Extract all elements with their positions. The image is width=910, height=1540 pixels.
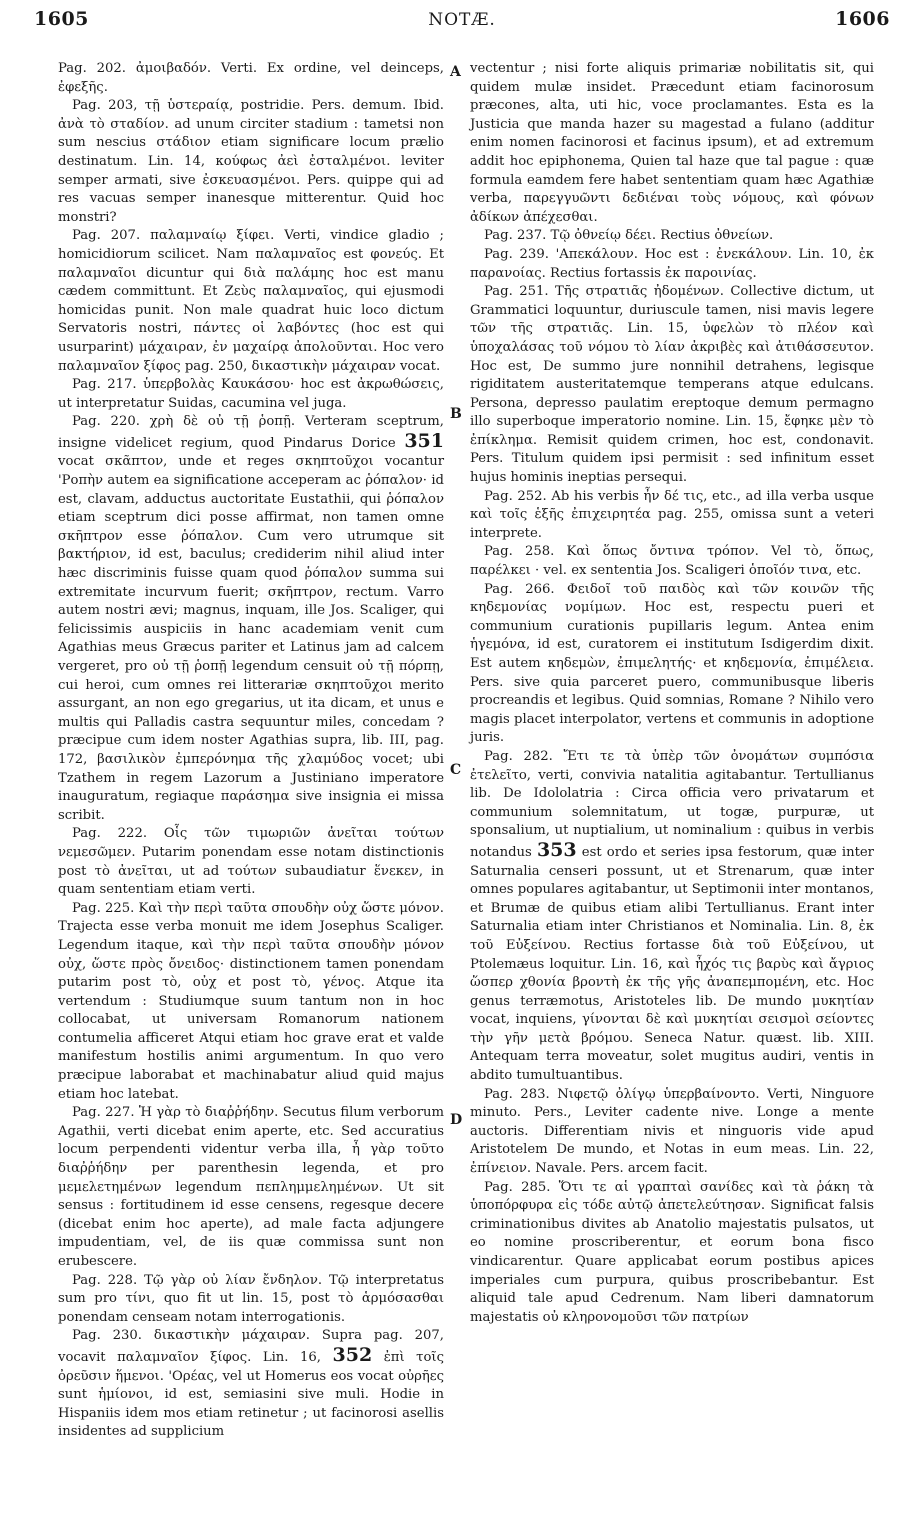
section-marker-b: B — [450, 406, 462, 422]
note-pag-220-text: Pag. 220. χρὴ δὲ οὐ τῇ ῥοπῇ. Verteram sceptrum, insigne videlicet regium, quod Pindarus Dorice — [58, 414, 444, 451]
note-pag-282-continued: est ordo et series ipsa festorum, quæ inter Saturnalia censeri possunt, ut et Strenarum, quæ inter omnes populares agitabantur, ut Septimonii inter montanos, et Brumæ de quibus etiam alibi Tertullianus. Erant inter Saturnalia etiam inter Christianos et Nominalia. Lin. 8, ἐκ τοῦ Εὐξείνου. Rectius fortasse διὰ τοῦ Εὐξείνου, ut Ptolemæus loquitur. Lin. 16, καὶ ἦχός τις βαρὺς καὶ ἄγριος ὥσπερ χθονία βροντὴ ἐκ τῆς γῆς ἀναπεμπομένη, etc. Hoc genus terræmotus, Aristoteles lib. De mundo μυκητίαν vocat, inquiens, γίνονται δὲ καὶ μυκητίαι σεισμοὶ σείοντες τὴν γῆν μετὰ βρόμου. Seneca Natur. quæst. lib. XIII. Antequam terra moveatur, solet mugitus audiri, ventis in abdito tumultuantibus. — [470, 844, 874, 1084]
note-pag-258: Pag. 258. Καὶ ὅπως ὄντινα τρόπον. Vel τὸ, ὅπως, παρέλκει · vel. ex sententia Jos. Scaligeri ὁποῖόν τινα, etc. — [470, 544, 874, 579]
page-header — [34, 8, 890, 44]
section-marker-c: C — [450, 762, 462, 778]
note-pag-230 — [58, 1327, 444, 1442]
note-pag-251: Pag. 251. Τῆς στρατιᾶς ἠδομένων. Collective dictum, ut Grammatici loquuntur, duriuscule tamen, nisi mavis legere τῶν τῆς στρατιᾶς. Lin. 15, ὑφελὼν τὸ πλέον καὶ ὑποχαλάσας τοῦ νόμου τὸ λίαν ἀκριβὲς καὶ ἀτιθάσσευτον. Hoc est, De summo jure nonnihil detrahens, legisque rigiditatem austeritatemque temperans atque edulcans. Persona, depresso paulatim ereptoque demum permagno illo superboque imperatorio nomine. Lin. 15, ἔφηκε μὲν τὸ ἐπίκλημα. Remisit quidem crimen, hoc est, condonavit. Pers. Titulum quidem ipsi permisit : sed infinitum esset hujus hominis ineptias persequi. — [470, 284, 874, 486]
side-number-352: 352 — [332, 1343, 373, 1366]
note-pag-282 — [470, 748, 874, 1086]
running-title: NOTÆ. — [428, 10, 496, 30]
page-number-right: 1606 — [835, 8, 890, 30]
note-pag-227: Pag. 227. Ἡ γὰρ τὸ διαῤῥήδην. Secutus filum verborum Agathii, verti dicebat enim aperte, etc. Sed accuratius locum perpendenti videntur verba illa, ἦ γὰρ τοῦτο διαῤῥήδην per parenthesin legenda, et pro μεμελετημένων legendum πεπλημμελημένων. Ut sit sensus : fortitudinem id esse censens, regesque decere (dicebat enim hoc aperte), ad male facta adjungere impudentiam, vel, de iis quæ commissa sunt non erubescere. — [58, 1105, 444, 1269]
note-pag-222: Pag. 222. Οἷς τῶν τιμωριῶν ἀνεῖται τούτων νεμεσῶμεν. Putarim ponendam esse notam distinctionis post τὸ ἀνεῖται, ut ad τούτων subaudiatur ἕνεκεν, in quam sententiam etiam verti. — [58, 826, 444, 898]
right-column — [470, 60, 874, 1327]
left-column — [58, 60, 444, 1442]
note-pag-225: Pag. 225. Καὶ τὴν περὶ ταῦτα σπουδὴν οὐχ ὥστε μόνον. Trajecta esse verba monuit me idem Josephus Scaliger. Legendum itaque, καὶ τὴν περὶ ταῦτα σπουδὴν μόνον οὐχ, ὥστε πρὸς ὄνειδος· distinctionem tamen ponendam putarim post τὸ, οὐχ et post τὸ, γένος. Atque ita vertendum : Studiumque suum tantum non in hoc collocabat, ut universam Romanorum nationem contumelia afficeret Atqui etiam hoc grave erat et valde manifestum hostilis animi argumentum. In quo vero præcipue laborabat et machinabatur aliud quid majus etiam hoc latebat. — [58, 900, 444, 1102]
note-pag-266: Pag. 266. Φειδοῖ τοῦ παιδὸς καὶ τῶν κοινῶν τῆς κηδεμονίας νομίμων. Hoc est, respectu pueri et communium curationis pupillaris legum. Antea enim ἡγεμόνα, id est, curatorem ei institutum Isdigerdim dixit. Est autem κηδεμὼν, ἐπιμελητής· et κηδεμονία, ἐπιμέλεια. Pers. sive quia parceret puero, communibusque liberis procreandis et legibus. Quid somnias, Romane ? Nihilo vero magis placet interpolator, vertens et communis in adoptione juris. — [470, 581, 874, 746]
note-pag-230-text: Pag. 230. δικαστικὴν μάχαιραν. Supra pag. 207, vocavit παλαμναῖον ξίφος. Lin. 16, — [58, 1328, 444, 1365]
note-pag-239: Pag. 239. 'Απεκάλουν. Hoc est : ἐνεκάλουν. Lin. 10, ἐκ παρανοίας. Rectius fortassis ἐκ παροινίας. — [470, 246, 874, 281]
note-pag-203: Pag. 203, τῇ ὑστεραίᾳ, postridie. Pers. demum. Ibid. ἀνὰ τὸ σταδίον. ad unum circiter stadium : tametsi non sum nescius στάδιον etiam significare locum prælio destinatum. Lin. 14, κούφως ἀεὶ ἐσταλμένοι. leviter semper armati, sive ἐσκευασμένοι. Pers. quippe qui ad res vacuas semper inanesque mitterentur. Quid hoc monstri? — [58, 98, 444, 225]
note-pag-252: Pag. 252. Ab his verbis ἦν δέ τις, etc., ad illa verba usque καὶ τοῖς ἑξῆς ἐπιχειρητέα pag. 255, omissa sunt a veteri interprete. — [470, 488, 874, 541]
note-pag-283: Pag. 283. Νιφετῷ ὀλίγῳ ὑπερβαίνοντο. Verti, Ninguore minuto. Pers., Leviter cadente nive. Longe a mente auctoris. Differentiam nivis et ninguoris vide apud Aristotelem De mundo, et Notas in eum meas. Lin. 22, ἐπίνειον. Navale. Pers. arcem facit. — [470, 1086, 874, 1177]
note-pag-230-continued: ἐπὶ τοῖς ὀρεῦσιν ἥμενοι. 'Ορέας, vel ut Homerus eos vocat οὐρῆες sunt ἡμίονοι, id est, semiasini sive muli. Hodie in Hispaniis idem mos etiam retinetur ; ut facinorosi asellis insidentes ad supplicium — [58, 1349, 444, 1440]
note-pag-220-continued: vocat σκᾶπτον, unde et reges σκηπτοῦχοι vocantur 'Ροπὴν autem ea significatione acceperam ac ῥόπαλον· id est, clavam, adductus auctoritate Eustathii, qui ῥόπαλον etiam sceptrum dici posse affirmat, non tamen omne σκῆπτρον esse ῥόπαλον. Cum vero utrumque sit βακτήριον, id est, baculus; crediderim nihil aliud inter hæc discriminis fuisse quam quod ῥόπαλον summa sui extremitate incurvum fuerit; σκῆπτρον, rectum. Varro autem nostri ævi; magnus, inquam, ille Jos. Scaliger, qui felicissimis auspiciis in hanc academiam venit cum Agathias meus Græcus pariter et Latinus jam ad calcem vergeret, pro οὐ τῇ ῥοπῇ legendum censuit οὐ τῇ πόρπῃ, cui heroi, cum omnes rei litterariæ σκηπτοῦχοι merito assurgant, an non ego gregarius, ut ita dicam, et unus e multis qui Palladis castra sequuntur miles, concedam ? præcipue cum idem noster Agathias supra, lib. III, pag. 172, βασιλικὸν ἐμπερόνημα τῆς χλαμύδος vocet; ubi Tzathem in regem Lazorum a Justiniano imperatore inauguratum, regiaque παράσημα sive insignia ei missa scribit. — [58, 454, 444, 823]
side-number-351: 351 — [404, 429, 444, 452]
side-number-353: 353 — [536, 838, 577, 861]
note-pag-237: Pag. 237. Τῷ ὀθνείῳ δέει. Rectius ὀθνείων. — [484, 228, 774, 244]
note-pag-202: Pag. 202. ἀμοιβαδόν. Verti. Ex ordine, vel deinceps, ἐφεξῆς. — [58, 61, 444, 95]
section-marker-a: A — [450, 64, 461, 80]
note-pag-207: Pag. 207. παλαμναίῳ ξίφει. Verti, vindice gladio ; homicidiorum scilicet. Nam παλαμναῖος est φονεύς. Et παλαμναῖοι dicuntur qui διὰ παλάμης hoc est manu cædem committunt. Et Ζεὺς παλαμναῖος, qui ejusmodi homicidas punit. Non male quadrat huic loco dictum Servatoris nostri, πάντες οἱ λαβόντες (hoc est qui usurparint) μάχαιραν, ἐν μαχαίρᾳ ἀπολοῦνται. Hoc vero παλαμναῖον ξίφος pag. 250, δικαστικὴν μάχαιραν vocat. — [58, 228, 444, 374]
section-marker-d: D — [450, 1112, 463, 1128]
note-pag-285: Pag. 285. Ὅτι τε αἱ γραπταὶ σανίδες καὶ τὰ ῥάκη τὰ ὑποπόρφυρα εἰς τόδε αὐτῷ ἀπετελεύτησαν. Significat falsis criminationibus divites ab Anatolio majestatis pulsatos, ut eo nomine proscriberentur, et eorum bona fisco vindicarentur. Quare applicabat eorum postibus apices imperiales cum purpura, quibus proscribebantur. Est aliquid tale apud Cedrenum. Nam liberi damnatorum majestatis οὐ κληρονομοῦσι τῶν πατρίων — [470, 1179, 874, 1325]
note-pag-217: Pag. 217. ὑπερβολὰς Καυκάσου· hoc est ἀκρωθώσεις, ut interpretatur Suidas, cacumina vel juga. — [58, 377, 444, 411]
note-continuation: vectentur ; nisi forte aliquis primariæ nobilitatis sit, qui quidem mulæ insidet. Præcedunt etiam facinorosum præcones, alta, uti hic, voce proclamantes. Esta es la Justicia que manda hazer su magestad a fulano (additur enim nomen facinorosi et facinus ipsum), et ad extremum addit hoc epiphonema, Quien tal haze que tal pague : quæ formula eamdem fere habet sententiam quam hæc Agathiæ verba, παρεγγυῶντι δεδιέναι τοὺς νόμους, καὶ φόνων ἀδίκων ἀπέχεσθαι. — [470, 61, 874, 225]
note-pag-228: Pag. 228. Τῷ γὰρ οὐ λίαν ἔνδηλον. Τῷ interpretatus sum pro τίνι, quo fit ut lin. 15, post τὸ ἁρμόσασθαι ponendam censeam notam interrogationis. — [58, 1272, 444, 1325]
page-number-left: 1605 — [34, 8, 89, 30]
note-pag-220 — [58, 413, 444, 825]
note-pag-282-text: Pag. 282. Ἔτι τε τὰ ὑπὲρ τῶν ὀνομάτων συμπόσια ἐτελεῖτο, verti, convivia natalitia agitabantur. Tertullianus lib. De Idololatria : Circa officia vero privatarum et communium solemnitatum, ut togæ, purpuræ, ut sponsalium, ut nuptialium, ut nominalium : quibus in verbis notandus — [470, 748, 874, 860]
